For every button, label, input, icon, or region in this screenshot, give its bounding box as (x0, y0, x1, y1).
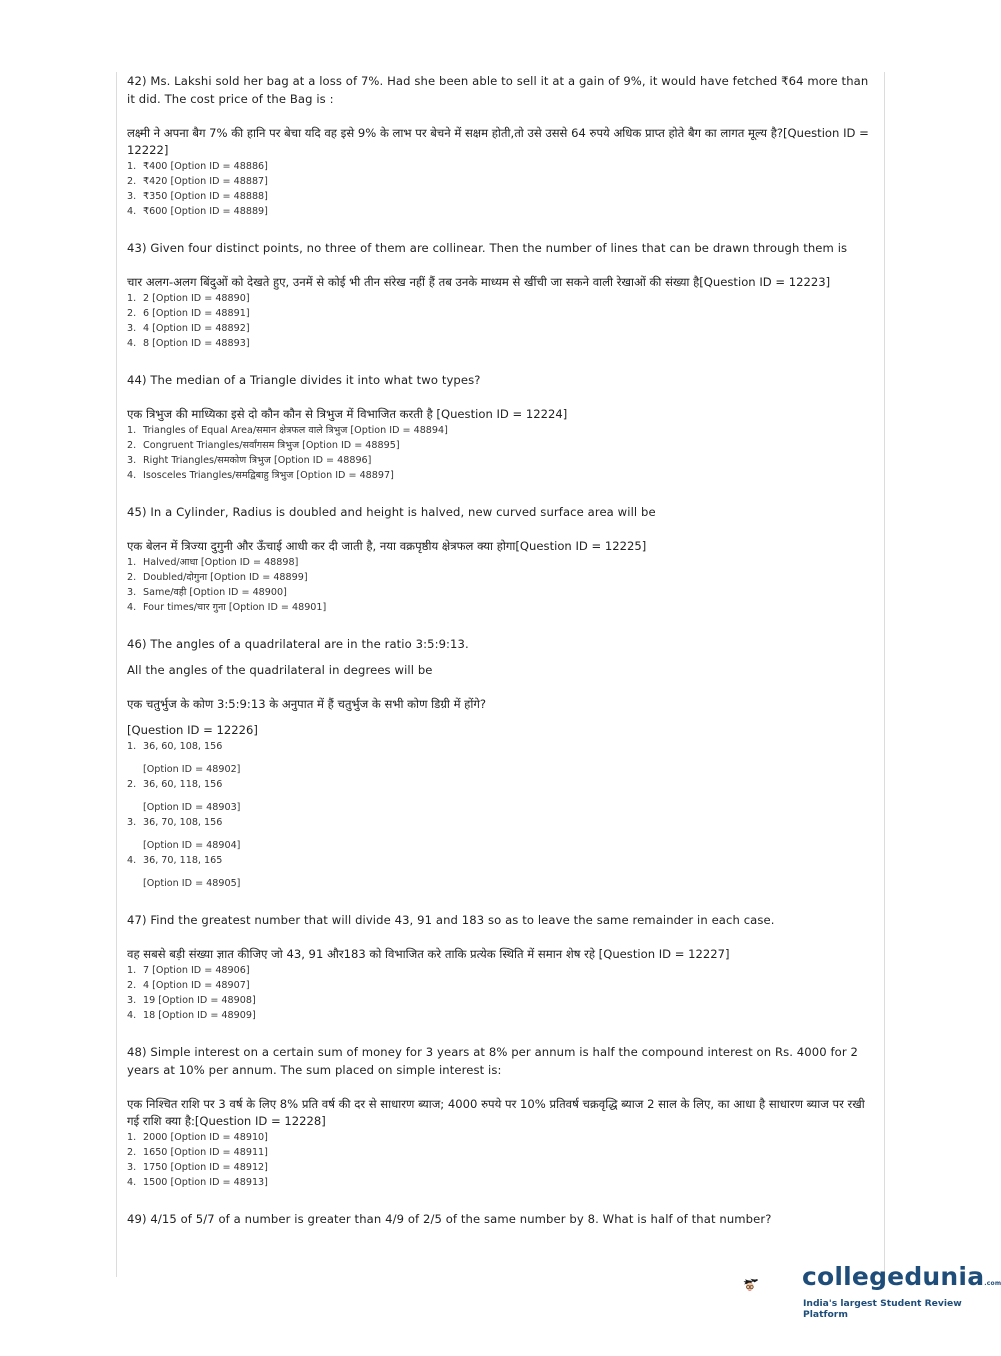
option-list (127, 423, 872, 483)
option-item: 2. Congruent Triangles/सर्वांगसम त्रिभुज [Option ID = 48895] (127, 440, 400, 451)
question-text-hi: एक त्रिभुज की माध्यिका इसे दो कौन कौन से त्रिभुज में विभाजित करती है [Question ID = 12224] (127, 407, 568, 421)
brand-tagline: India's largest Student Review Platform (803, 1298, 962, 1320)
question-text-en: 48) Simple interest on a certain sum of money for 3 years at 8% per annum is half the compound interest on Rs. 4000 for 2 years at 10% per annum. The sum placed on simple interest is: (127, 1045, 859, 1077)
option-item: 2. 4 [Option ID = 48907] (127, 980, 250, 991)
option-item: 4. ₹600 [Option ID = 48889] (127, 206, 268, 217)
question-45 (127, 503, 872, 615)
brand-name: collegedunia.com (802, 1262, 1001, 1291)
right-margin-rule (884, 72, 885, 1277)
question-id: [Question ID = 12226] (127, 723, 258, 737)
question-43 (127, 239, 872, 351)
option-item: 1. 36, 60, 108, 156 [Option ID = 48902] (127, 741, 241, 775)
option-list (127, 159, 872, 219)
option-item: 4. 8 [Option ID = 48893] (127, 338, 250, 349)
question-44 (127, 371, 872, 483)
option-item: 1. 2 [Option ID = 48890] (127, 293, 250, 304)
option-list (127, 1130, 872, 1190)
option-list (127, 963, 872, 1023)
question-text-en: 43) Given four distinct points, no three of them are collinear. Then the number of lines that can be drawn through them is (127, 241, 848, 255)
question-text-en: 45) In a Cylinder, Radius is doubled and height is halved, new curved surface area will be (127, 505, 656, 519)
question-text-hi: एक चतुर्भुज के कोण 3:5:9:13 के अनुपात में हैं चतुर्भुज के सभी कोण डिग्री में होंगे? (127, 697, 487, 711)
question-48 (127, 1043, 872, 1190)
collegedunia-mascot-icon (743, 1256, 803, 1316)
left-margin-rule (116, 72, 117, 1277)
option-item: 3. ₹350 [Option ID = 48888] (127, 191, 268, 202)
option-item: 1. Halved/आधा [Option ID = 48898] (127, 557, 299, 568)
question-text-en: 46) The angles of a quadrilateral are in the ratio 3:5:9:13. (127, 637, 469, 651)
option-list (127, 555, 872, 615)
option-item: 3. 4 [Option ID = 48892] (127, 323, 250, 334)
question-text-en: 44) The median of a Triangle divides it into what two types? (127, 373, 481, 387)
question-42 (127, 72, 872, 219)
option-item: 1. Triangles of Equal Area/समान क्षेत्रफल वाले त्रिभुज [Option ID = 48894] (127, 425, 448, 436)
option-item: 1. 2000 [Option ID = 48910] (127, 1132, 268, 1143)
question-49 (127, 1210, 872, 1228)
option-item: 4. 36, 70, 118, 165 [Option ID = 48905] (127, 855, 241, 889)
question-text-hi: लक्ष्मी ने अपना बैग 7% की हानि पर बेचा यदि वह इसे 9% के लाभ पर बेचने में सक्षम होती,तो उसे उससे 64 रुपये अधिक प्राप्त होते बैग का लागत मूल्य है?[Question ID = 12222] (127, 126, 869, 157)
question-list (127, 72, 872, 1228)
question-text-en-line2: All the angles of the quadrilateral in degrees will be (127, 663, 433, 677)
question-text-hi: एक बेलन में त्रिज्या दुगुनी और ऊँचाई आधी कर दी जाती है, नया वक्रपृष्ठीय क्षेत्रफल क्या होगा[Question ID = 12225] (127, 539, 647, 553)
option-item: 3. 36, 70, 108, 156 [Option ID = 48904] (127, 817, 241, 851)
option-item: 3. 19 [Option ID = 48908] (127, 995, 256, 1006)
option-item: 4. Isosceles Triangles/समद्विबाहु त्रिभुज [Option ID = 48897] (127, 470, 394, 481)
question-text-en: 49) 4/15 of 5/7 of a number is greater than 4/9 of 2/5 of the same number by 8. What is half of that number? (127, 1212, 772, 1226)
question-text-en: 47) Find the greatest number that will divide 43, 91 and 183 so as to leave the same remainder in each case. (127, 913, 775, 927)
option-list (127, 291, 872, 351)
option-item: 1. ₹400 [Option ID = 48886] (127, 161, 268, 172)
option-item: 4. 18 [Option ID = 48909] (127, 1010, 256, 1021)
option-item: 2. Doubled/दोगुना [Option ID = 48899] (127, 572, 308, 583)
question-text-hi: वह सबसे बड़ी संख्या ज्ञात कीजिए जो 43, 91 और183 को विभाजित करे ताकि प्रत्येक स्थिति में समान शेष रहे [Question ID = 12227] (127, 947, 730, 961)
option-item: 2. ₹420 [Option ID = 48887] (127, 176, 268, 187)
option-item: 4. 1500 [Option ID = 48913] (127, 1177, 268, 1188)
option-item: 3. Right Triangles/समकोण त्रिभुज [Option ID = 48896] (127, 455, 372, 466)
option-item: 4. Four times/चार गुना [Option ID = 48901] (127, 602, 327, 613)
option-item: 2. 6 [Option ID = 48891] (127, 308, 250, 319)
option-list (127, 739, 872, 891)
option-item: 3. Same/वही [Option ID = 48900] (127, 587, 287, 598)
question-46 (127, 635, 872, 891)
question-47 (127, 911, 872, 1023)
option-item: 1. 7 [Option ID = 48906] (127, 965, 250, 976)
option-item: 3. 1750 [Option ID = 48912] (127, 1162, 268, 1173)
question-text-en: 42) Ms. Lakshi sold her bag at a loss of 7%. Had she been able to sell it at a gain of 9%, it would have fetched ₹64 more than it did. The cost price of the Bag is : (127, 74, 869, 106)
option-item: 2. 36, 60, 118, 156 [Option ID = 48903] (127, 779, 241, 813)
option-item: 2. 1650 [Option ID = 48911] (127, 1147, 268, 1158)
question-text-hi: एक निश्चित राशि पर 3 वर्ष के लिए 8% प्रति वर्ष की दर से साधारण ब्याज; 4000 रुपये पर 10% प्रतिवर्ष चक्रवृद्धि ब्याज 2 साल के लिए, का आधा है साधारण ब्याज पर रखी गई राशि क्या है:[Question ID = 12228] (127, 1097, 865, 1128)
question-text-hi: चार अलग-अलग बिंदुओं को देखते हुए, उनमें से कोई भी तीन संरेख नहीं हैं तब उनके माध्यम से खींची जा सकने वाली रेखाओं की संख्या है[Question ID = 12223] (127, 275, 831, 289)
